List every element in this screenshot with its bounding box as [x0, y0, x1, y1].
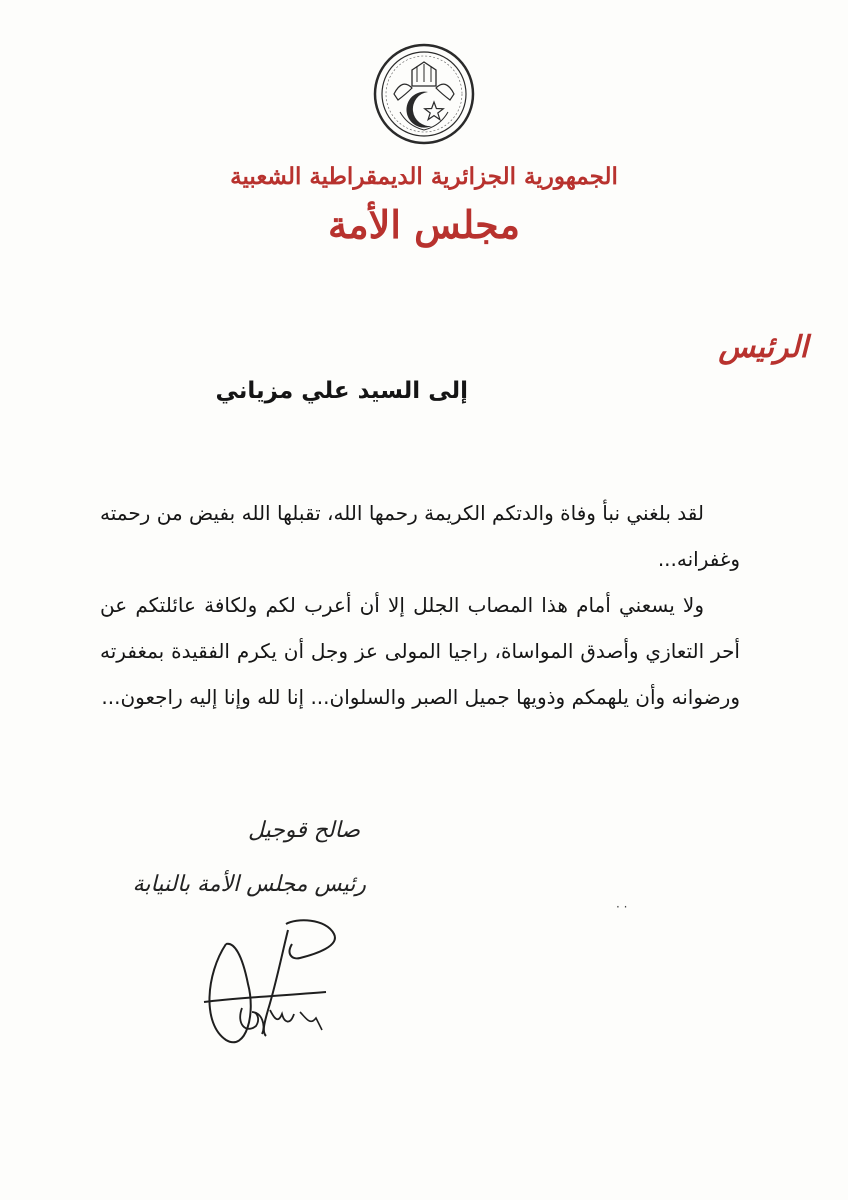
letter-body [100, 490, 740, 720]
country-name: الجمهورية الجزائرية الديمقراطية الشعبية [230, 163, 618, 190]
state-emblem-icon [372, 42, 476, 146]
paragraph: لقد بلغني نبأ وفاة والدتكم الكريمة رحمها الله، تقبلها الله بفيض من رحمته وغفرانه... [100, 501, 740, 571]
institution-name: مجلس الأمة [327, 202, 521, 247]
office-label: الرئيس [718, 330, 808, 365]
handwritten-signature-icon [196, 914, 346, 1054]
signatory-title: رئيس مجلس الأمة بالنيابة [132, 872, 366, 897]
signatory-name: صالح قوجيل [247, 818, 360, 843]
paper-speck: · · [616, 900, 628, 914]
recipient-line: إلى السيد علي مزياني [215, 378, 468, 404]
paragraph: ولا يسعني أمام هذا المصاب الجلل إلا أن أعرب لكم ولكافة عائلتكم عن أحر التعازي وأصدق المواساة، راجيا المولى عز وجل أن يكرم الفقيدة بمغفرته ورضوانه وأن يلهمكم وذويها جميل الصبر والسلوان... إنا لله وإنا إليه راجعون... [100, 593, 740, 709]
